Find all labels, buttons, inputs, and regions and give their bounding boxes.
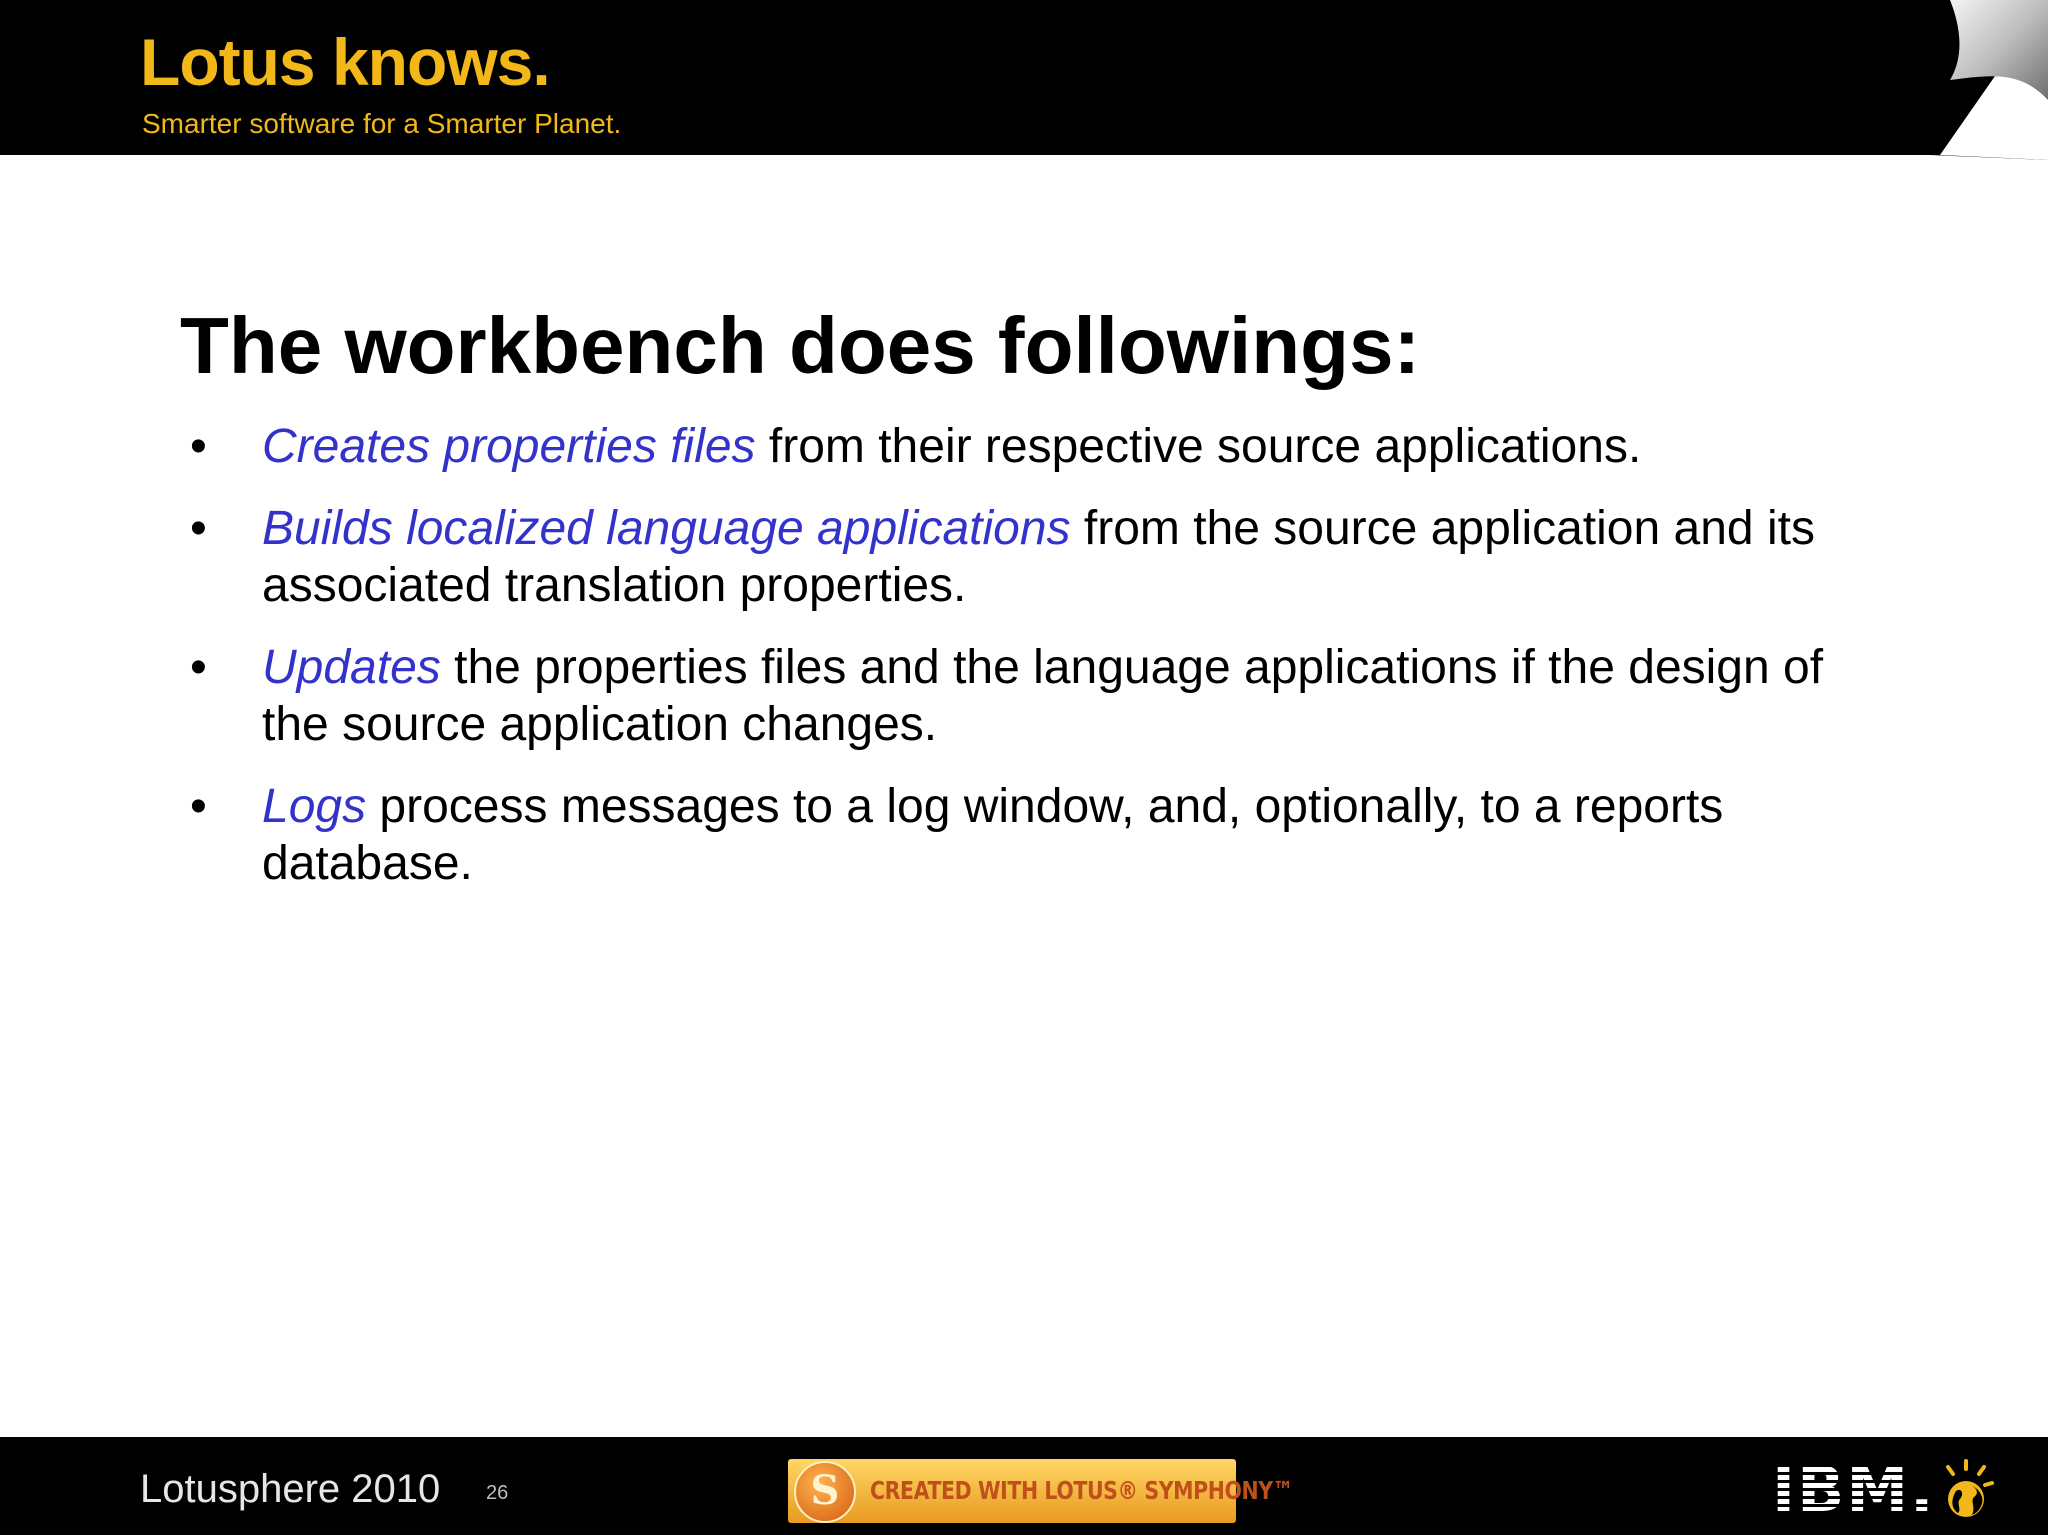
ibm-logo: IBM. [1772,1453,1936,1526]
footer-event-name: Lotusphere 2010 [140,1467,441,1511]
brand-tagline: Smarter software for a Smarter Planet. [142,108,622,139]
header-band [0,0,2048,155]
bullet-item [180,500,1900,614]
brand-title: Lotus knows. [140,25,550,99]
symphony-logo-icon: S [794,1461,856,1523]
symphony-badge [788,1459,1293,1523]
bullet-highlight: Logs [262,780,367,833]
bullet-text: from the source application and its associated translation properties. [262,502,1815,612]
page-curl-icon [1930,0,2048,160]
globe-icon [1934,1457,1998,1521]
bullet-text: from their respective source applications. [755,420,1642,473]
bullet-dot: • [190,780,207,833]
bullet-item [180,639,1900,753]
symphony-badge-text: CREATED WITH LOTUS® SYMPHONY™ [870,1476,1293,1505]
slide-title: The workbench does followings: [180,301,1421,390]
bullet-text: the properties files and the language applications if the design of the source application changes. [262,641,1824,751]
bullet-list [180,418,1900,917]
footer-band [0,1437,2048,1535]
bullet-highlight: Creates properties files [262,420,756,473]
bullet-text: process messages to a log window, and, optionally, to a reports database. [262,780,1724,890]
bullet-dot: • [190,502,207,555]
bullet-dot: • [190,420,207,473]
page-number: 26 [486,1482,509,1504]
bullet-item [180,418,1900,475]
bullet-item [180,778,1900,892]
bullet-highlight: Builds localized language applications [262,502,1071,555]
bullet-dot: • [190,641,207,694]
bullet-highlight: Updates [262,641,441,694]
